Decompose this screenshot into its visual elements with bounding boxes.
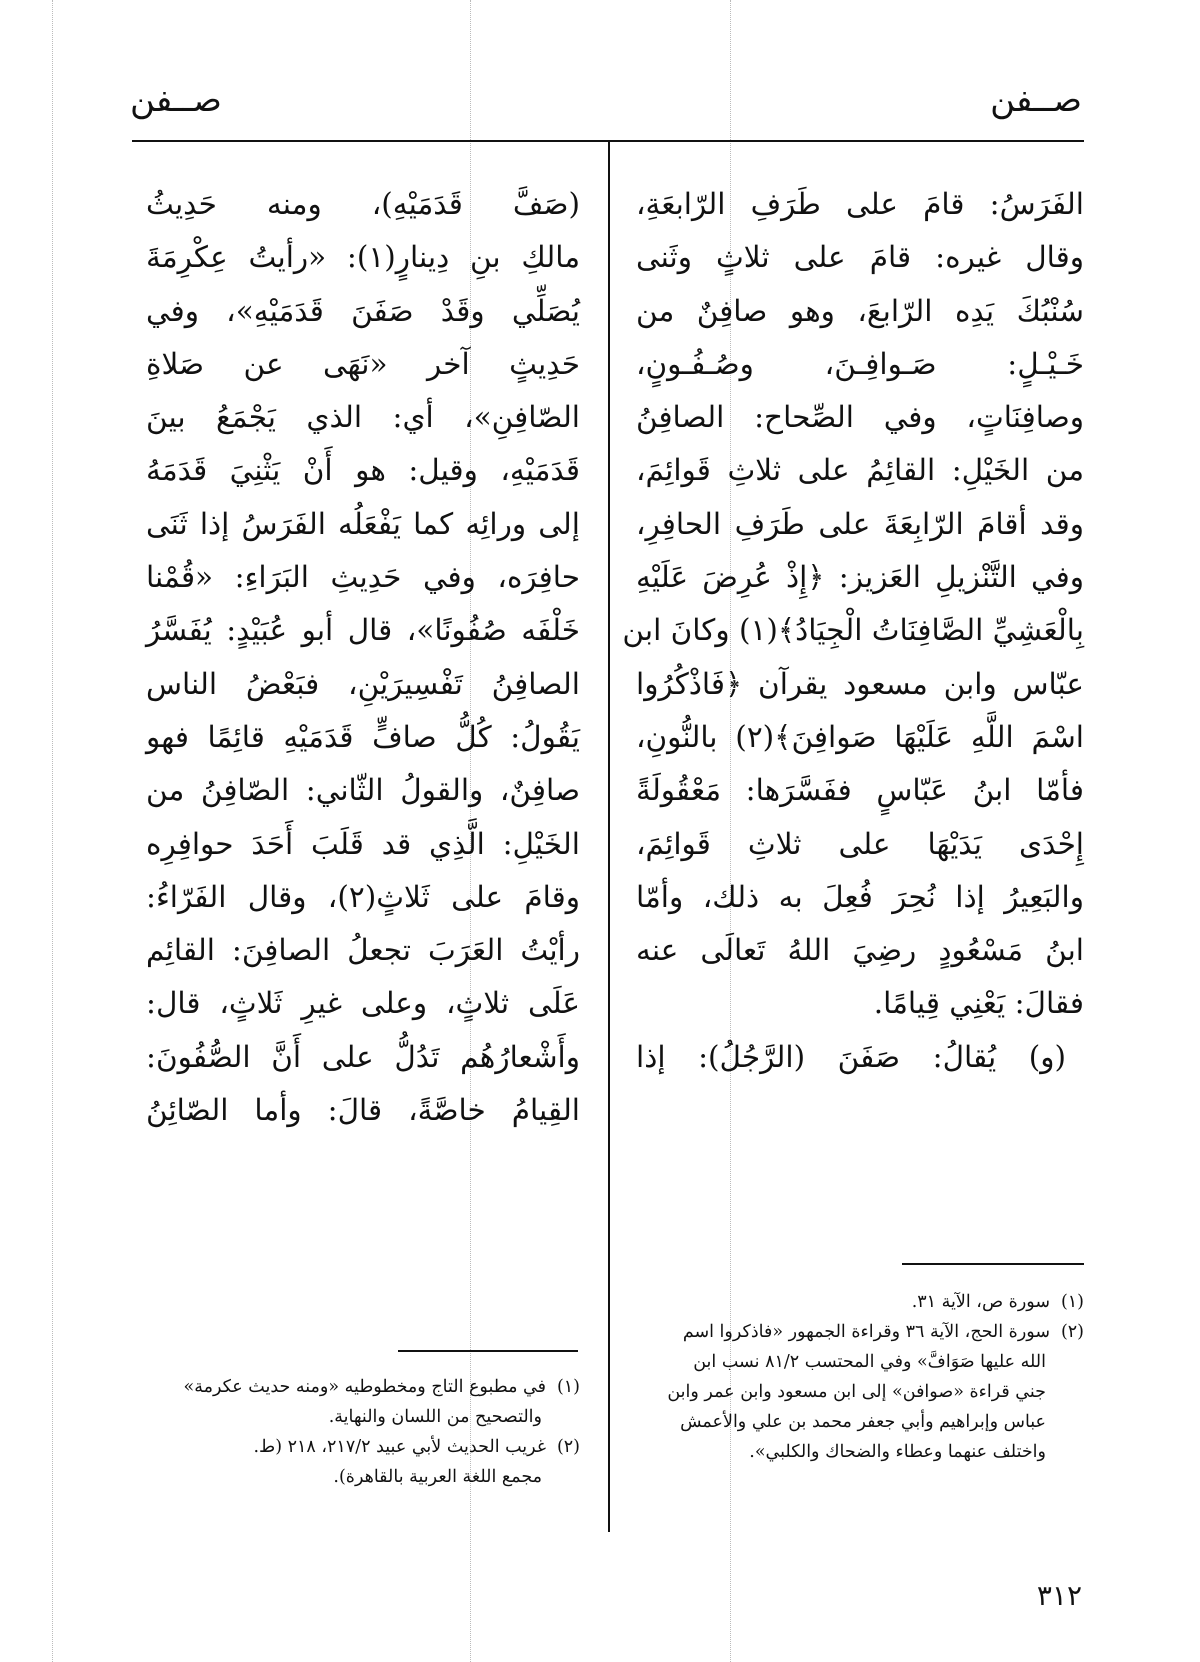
text-line: وصافِنَاتٍ، وفي الصِّحاح: الصافِنُ: [636, 400, 1084, 435]
text-line: وفي التَّنْزيلِ العَزيز: ﴿إِذْ عُرِضَ عَلَيْهِ: [636, 560, 1084, 595]
footnote-number: (١): [1060, 1292, 1084, 1312]
column-divider: [608, 140, 610, 1532]
scan-guide-line: [52, 0, 53, 1662]
footnote-text: سورة ص، الآية ٣١.: [911, 1292, 1050, 1312]
footnote: [150, 1372, 580, 1432]
text-line: عبّاس وابن مسعود يقرآن ﴿فَاذْكُرُوا: [636, 666, 1084, 701]
footnote: [150, 1432, 580, 1492]
left-column-text: [146, 178, 580, 1137]
text-line: خَلْفَه صُفُونًا»، قال أبو عُبَيْدٍ: يُفَسَّرُ: [146, 613, 580, 648]
text-line: الصافِنُ تَفْسِيرَيْنِ، فبَعْضُ الناس: [146, 666, 580, 701]
footnote-text: واختلف عنهما وعطاء والضحاك والكلبي».: [749, 1442, 1046, 1462]
text-line: قَدَمَيْهِ، وقيل: هو أَنْ يَثْنِيَ قَدَمَهُ: [146, 453, 580, 488]
text-line: وأَشْعارُهُم تَدُلُّ على أَنَّ الصُّفُونَ:: [146, 1039, 580, 1074]
running-header-right: صــفن: [990, 80, 1082, 120]
footnote: [634, 1317, 1084, 1467]
footnote-rule-left: [398, 1350, 578, 1352]
text-line: حافِرَه، وفي حَدِيثِ البَرَاءِ: «قُمْنا: [146, 560, 580, 595]
text-line: بِالْعَشِيِّ الصَّافِنَاتُ الْجِيَادُ﴾(١) وكانَ ابن: [622, 613, 1084, 648]
footnote-text: غريب الحديث لأبي عبيد ٢١٧/٢، ٢١٨ (ط.: [253, 1437, 546, 1457]
text-line: فأمّا ابنُ عَبّاسٍ ففَسَّرَها: مَعْقُولَةً: [636, 773, 1084, 808]
text-line: رأيْتُ العَرَبَ تجعلُ الصافِنَ: القائِم: [146, 933, 580, 968]
text-line: الفَرَسُ: قامَ على طَرَفِ الرّابعَةِ،: [636, 187, 1084, 221]
text-line: صافِنٌ، والقولُ الثّاني: الصّافِنُ من: [146, 773, 580, 808]
footnote-text: مجمع اللغة العربية بالقاهرة).: [333, 1467, 542, 1487]
text-line: فقالَ: يَعْنِي قِيامًا.: [873, 986, 1084, 1021]
text-line: الصّافِنِ»، أي: الذي يَجْمَعُ بينَ: [146, 400, 580, 435]
text-line: خَـيْـلٍ: صَـوافِـنَ، وصُـفُـونٍ،: [636, 346, 1084, 381]
footnotes-right: [634, 1287, 1084, 1467]
footnote: [634, 1287, 1084, 1317]
footnote-text: عباس وإبراهيم وأبي جعفر محمد بن علي والأعمش: [680, 1412, 1046, 1432]
text-line: سُنْبُكَ يَدِه الرّابعَ، وهو صافِنٌ من: [636, 293, 1084, 328]
footnote-rule-right: [902, 1263, 1084, 1265]
text-line: إلى ورائِه كما يَفْعَلُه الفَرَسُ إذا ثَنَى: [146, 506, 580, 541]
running-header-left: صــفن: [130, 80, 222, 120]
text-line: مالكِ بنِ دِينارٍ(١): «رأيتُ عِكْرِمَةَ: [146, 240, 580, 275]
text-line: يَقُولُ: كُلُّ صافٍّ قَدَمَيْهِ قائِمًا فهو: [146, 719, 580, 754]
footnotes-left: [150, 1372, 580, 1492]
footnote-number: (٢): [1060, 1322, 1084, 1342]
right-column-text: [622, 178, 1085, 1084]
text-line: إِحْدَى يَدَيْهَا على ثلاثِ قَوائِمَ،: [636, 826, 1084, 861]
footnote-text: والتصحيح من اللسان والنهاية.: [328, 1407, 542, 1427]
text-line: الخَيْلِ: الَّذِي قد قَلَبَ أَحَدَ حوافِرِه: [146, 826, 580, 861]
text-line: حَدِيثٍ آخر «نَهَى عن صَلاةِ: [146, 346, 580, 381]
text-line: والبَعِيرُ إذا نُحِرَ فُعِلَ به ذلك، وأمّا: [636, 879, 1084, 914]
text-line: اسْمَ اللَّهِ عَلَيْهَا صَوافِنَ﴾(٢) بالنُّونِ،: [636, 719, 1085, 754]
text-line: من الخَيْلِ: القائِمُ على ثلاثِ قَوائِمَ،: [636, 453, 1084, 488]
text-line: وقامَ على ثَلاثٍ(٢)، وقال الفَرّاءُ:: [146, 879, 580, 914]
footnote-text: في مطبوع التاج ومخطوطيه «ومنه حديث عكرمة»: [183, 1377, 546, 1397]
footnote-text: الله عليها صَوَافَّ» وفي المحتسب ٨١/٢ نسب ابن: [693, 1352, 1046, 1372]
text-line: وقد أقامَ الرّابِعَةَ على طَرَفِ الحافِرِ،: [636, 506, 1084, 541]
text-line: القِيامُ خاصَّةً، قالَ: وأما الصّائِنُ: [146, 1093, 580, 1128]
footnote-text: جني قراءة «صوافن» إلى ابن مسعود وابن عمر وابن: [667, 1382, 1046, 1402]
text-line: ابنُ مَسْعُودٍ رضِيَ اللهُ تَعالَى عنه: [636, 933, 1084, 968]
text-line: يُصَلِّي وقَدْ صَفَنَ قَدَمَيْهِ»، وفي: [146, 293, 580, 328]
text-line: (و) يُقالُ: صَفَنَ (الرَّجُلُ): إذا: [636, 1039, 1066, 1074]
text-line: وقال غيره: قامَ على ثلاثٍ وثَنى: [636, 240, 1084, 275]
text-line: (صَفَّ قَدَمَيْهِ)، ومنه حَدِيثُ: [146, 187, 580, 221]
footnote-number: (٢): [556, 1437, 580, 1457]
footnote-number: (١): [556, 1377, 580, 1397]
text-line: عَلَى ثلاثٍ، وعلى غيرِ ثَلاثٍ، قال:: [146, 986, 580, 1021]
page-number: ٣١٢: [1036, 1579, 1082, 1612]
footnote-text: سورة الحج، الآية ٣٦ وقراءة الجمهور «فاذكروا اسم: [682, 1322, 1050, 1342]
